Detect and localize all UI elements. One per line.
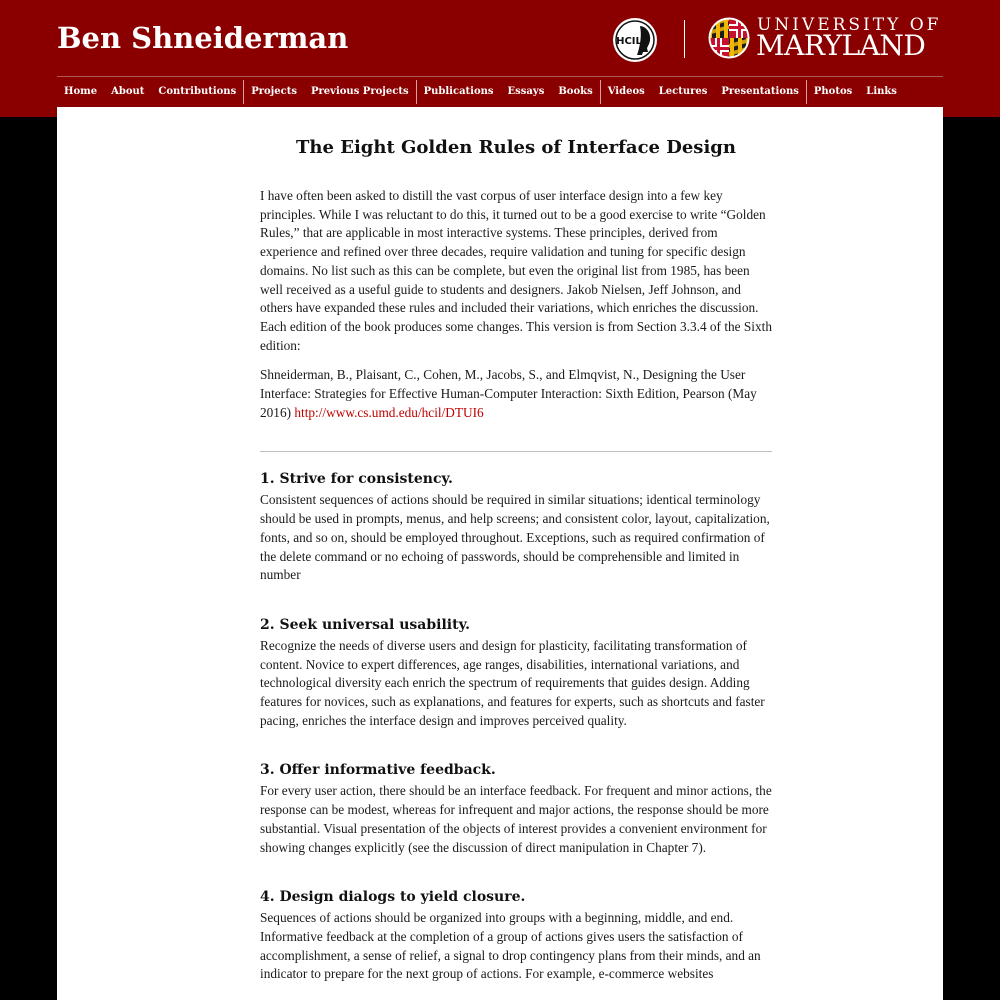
- site-title-link[interactable]: Ben Shneiderman: [57, 21, 349, 55]
- content-panel: [57, 107, 943, 1000]
- rule-heading: 3. Offer informative feedback.: [260, 762, 496, 779]
- rule-text: Consistent sequences of actions should be required in similar situations; identical terminology should be used in prompts, menus, and help screens; and consistent color, layout, capitalization, fonts, and so on, should be employed throughout. Exceptions, such as required confirmation of the delete command or no echoing of passwords, should be comprehensible and limited in number: [260, 492, 770, 583]
- logo-divider: [684, 20, 685, 58]
- article: [260, 107, 772, 984]
- citation-link[interactable]: http://www.cs.umd.edu/hcil/DTUI6: [294, 404, 484, 420]
- umd-flag-seal[interactable]: [708, 17, 750, 59]
- rule-text: For every user action, there should be an interface feedback. For frequent and minor actions, the response can be modest, whereas for infrequent and major actions, the response should be more substantial. Visual presentation of the objects of interest provides a convenient environment for showing changes explicitly (see the discussion of direct manipulation in Chapter 7).: [260, 783, 772, 855]
- page-title: The Eight Golden Rules of Interface Design: [296, 137, 736, 158]
- citation-text: Shneiderman, B., Plaisant, C., Cohen, M., Jacobs, S., and Elmqvist, N., Designing the User Interface: Strategies for Effective Human-Computer Interaction: Sixth Edition, Pearson (May 2016): [260, 367, 757, 420]
- hcil-logo-text: HCIL: [616, 36, 642, 47]
- nav-about[interactable]: About: [111, 86, 145, 97]
- rule-heading: 2. Seek universal usability.: [260, 616, 470, 633]
- nav-contributions[interactable]: Contributions: [158, 86, 237, 97]
- nav-books[interactable]: Books: [558, 86, 593, 97]
- citation-paragraph: [260, 366, 772, 422]
- rule-text: Recognize the needs of diverse users and design for plasticity, facilitating transformation of content. Novice to expert differences, age ranges, disabilities, international variations, and technological diversity each enrich the spectrum of requirements that guides design. Adding features for novices, such as explanations, and features for experts, such as shortcuts and faster pacing, enriches the interface design and improves perceived quality.: [260, 637, 765, 728]
- nav-photos[interactable]: Photos: [813, 86, 853, 97]
- umd-wordmark-maryland[interactable]: MARYLAND: [756, 29, 926, 62]
- nav-home[interactable]: Home: [64, 86, 98, 97]
- rule-section: [260, 887, 772, 984]
- nav-links[interactable]: Links: [866, 86, 897, 97]
- nav-projects[interactable]: Projects: [251, 86, 297, 97]
- rule-section: [260, 615, 772, 731]
- nav-lectures[interactable]: Lectures: [658, 86, 708, 97]
- main-nav: [57, 80, 904, 104]
- nav-videos[interactable]: Videos: [607, 86, 645, 97]
- nav-publications[interactable]: Publications: [423, 86, 494, 97]
- rule-section: [260, 760, 772, 857]
- intro-paragraph: I have often been asked to distill the vast corpus of user interface design into a few key principles. While I was reluctant to do this, it turned out to be a good exercise to write “Golden Rules,” that are applicable in most interactive systems. These principles, derived from experience and refined over three decades, require validation and tuning for specific design domains. No list such as this can be complete, but even the original list from 1985, has been well received as a useful guide to students and designers. Jakob Nielsen, Jeff Johnson, and others have expanded these rules and included their variations, which enriches the discussion. Each edition of the book produces some changes. This version is from Section 3.3.4 of the Sixth edition:: [260, 188, 772, 353]
- nav-previous-projects[interactable]: Previous Projects: [311, 86, 409, 97]
- rule-heading: 4. Design dialogs to yield closure.: [260, 889, 526, 906]
- header-divider: [57, 76, 943, 77]
- rule-text: Sequences of actions should be organized into groups with a beginning, middle, and end. Informative feedback at the completion of a group of actions gives users the satisfaction of accomplishment, a sense of relief, a signal to drop contingency plans from their minds, and an indicator to prepare for the next group of actions. For example, e-commerce websites: [260, 910, 761, 982]
- hcil-logo[interactable]: [612, 17, 658, 63]
- rule-section: [260, 469, 772, 585]
- nav-essays[interactable]: Essays: [507, 86, 545, 97]
- section-divider: [260, 451, 772, 452]
- nav-presentations[interactable]: Presentations: [721, 86, 799, 97]
- umd-wordmark-university[interactable]: UNIVERSITY OF: [757, 15, 942, 35]
- rule-heading: 1. Strive for consistency.: [260, 471, 453, 488]
